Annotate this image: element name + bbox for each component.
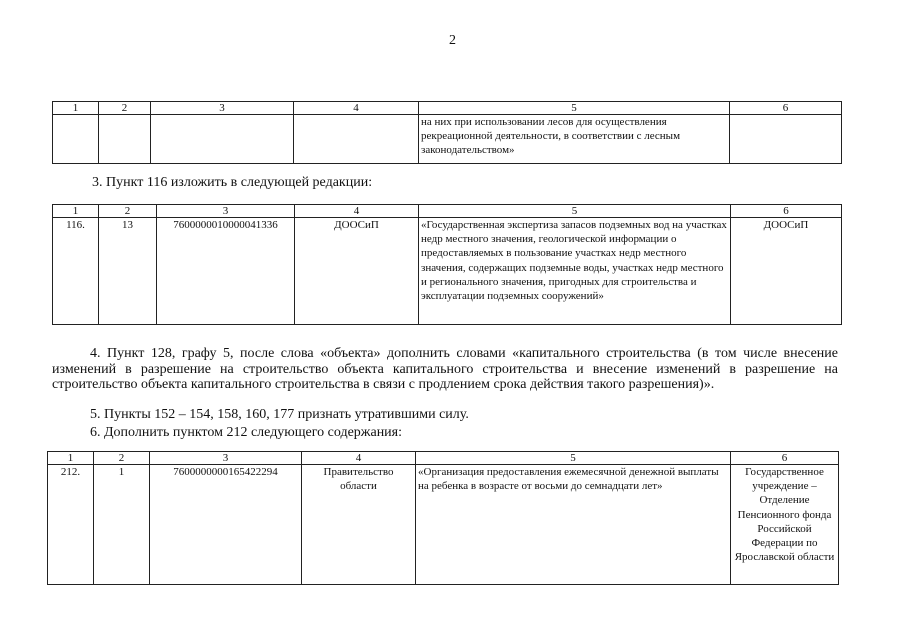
- col-header: 6: [731, 452, 839, 465]
- col-header: 6: [730, 102, 842, 115]
- table-cell-authority: Правительство области: [302, 465, 416, 585]
- table-cell: [53, 115, 99, 164]
- table-cell-executor: ДООСиП: [731, 218, 842, 325]
- table-cell-description: «Государственная экспертиза запасов подземных вод на участках недр местного значения, геологической информации о предоставляемых в пользование участках недр местного значения, содержащих подземные воды, участках недр местного и регионального значения, пригодных для строительства и эксплуатации подземных сооружений»: [419, 218, 731, 325]
- col-header: 2: [94, 452, 150, 465]
- table-header-row: [53, 205, 842, 218]
- table-header-row: [48, 452, 839, 465]
- table-cell-code: 1: [94, 465, 150, 585]
- col-header: 3: [151, 102, 294, 115]
- col-header: 2: [99, 102, 151, 115]
- paragraph-5: 5. Пункты 152 – 154, 158, 160, 177 признать утратившими силу.: [90, 407, 469, 422]
- table-continuation: [52, 101, 842, 164]
- col-header: 1: [53, 102, 99, 115]
- table-cell: на них при использовании лесов для осуществления рекреационной деятельности, в соответствии с лесным законодательством»: [419, 115, 730, 164]
- table-cell-id: 7600000000165422294: [150, 465, 302, 585]
- col-header: 3: [157, 205, 295, 218]
- paragraph-6: 6. Дополнить пунктом 212 следующего содержания:: [90, 425, 403, 440]
- table-cell-authority: ДООСиП: [295, 218, 419, 325]
- table-cell-description: «Организация предоставления ежемесячной денежной выплаты на ребенка в возрасте от восьми до семнадцати лет»: [416, 465, 731, 585]
- paragraph-4: 4. Пункт 128, графу 5, после слова «объекта» дополнить словами «капитального строительства (в том числе внесение изменений в разрешение на строительство объекта капитального строительства и внесение изменений в разрешение на строительство объекта капитального строительства в связи с продлением срока действия такого разрешения)».: [52, 346, 838, 392]
- table-item-116: [52, 204, 842, 325]
- col-header: 3: [150, 452, 302, 465]
- table-row: [48, 465, 839, 585]
- table-cell-executor: Государственное учреждение – Отделение Пенсионного фонда Российской Федерации по Ярославской области: [731, 465, 839, 585]
- col-header: 4: [295, 205, 419, 218]
- table-header-row: [53, 102, 842, 115]
- col-header: 1: [48, 452, 94, 465]
- col-header: 5: [419, 102, 730, 115]
- col-header: 1: [53, 205, 99, 218]
- table-item-212: [47, 451, 839, 585]
- table-row: [53, 115, 842, 164]
- table-row: [53, 218, 842, 325]
- col-header: 5: [419, 205, 731, 218]
- col-header: 4: [302, 452, 416, 465]
- table-cell-id: 7600000010000041336: [157, 218, 295, 325]
- paragraph-3: 3. Пункт 116 изложить в следующей редакции:: [92, 175, 373, 190]
- col-header: 5: [416, 452, 731, 465]
- table-cell: [99, 115, 151, 164]
- table-cell-number: 116.: [53, 218, 99, 325]
- table-cell: [730, 115, 842, 164]
- col-header: 4: [294, 102, 419, 115]
- page-number: 2: [449, 33, 456, 48]
- col-header: 6: [731, 205, 842, 218]
- table-cell: [151, 115, 294, 164]
- table-cell: [294, 115, 419, 164]
- col-header: 2: [99, 205, 157, 218]
- table-cell-code: 13: [99, 218, 157, 325]
- table-cell-number: 212.: [48, 465, 94, 585]
